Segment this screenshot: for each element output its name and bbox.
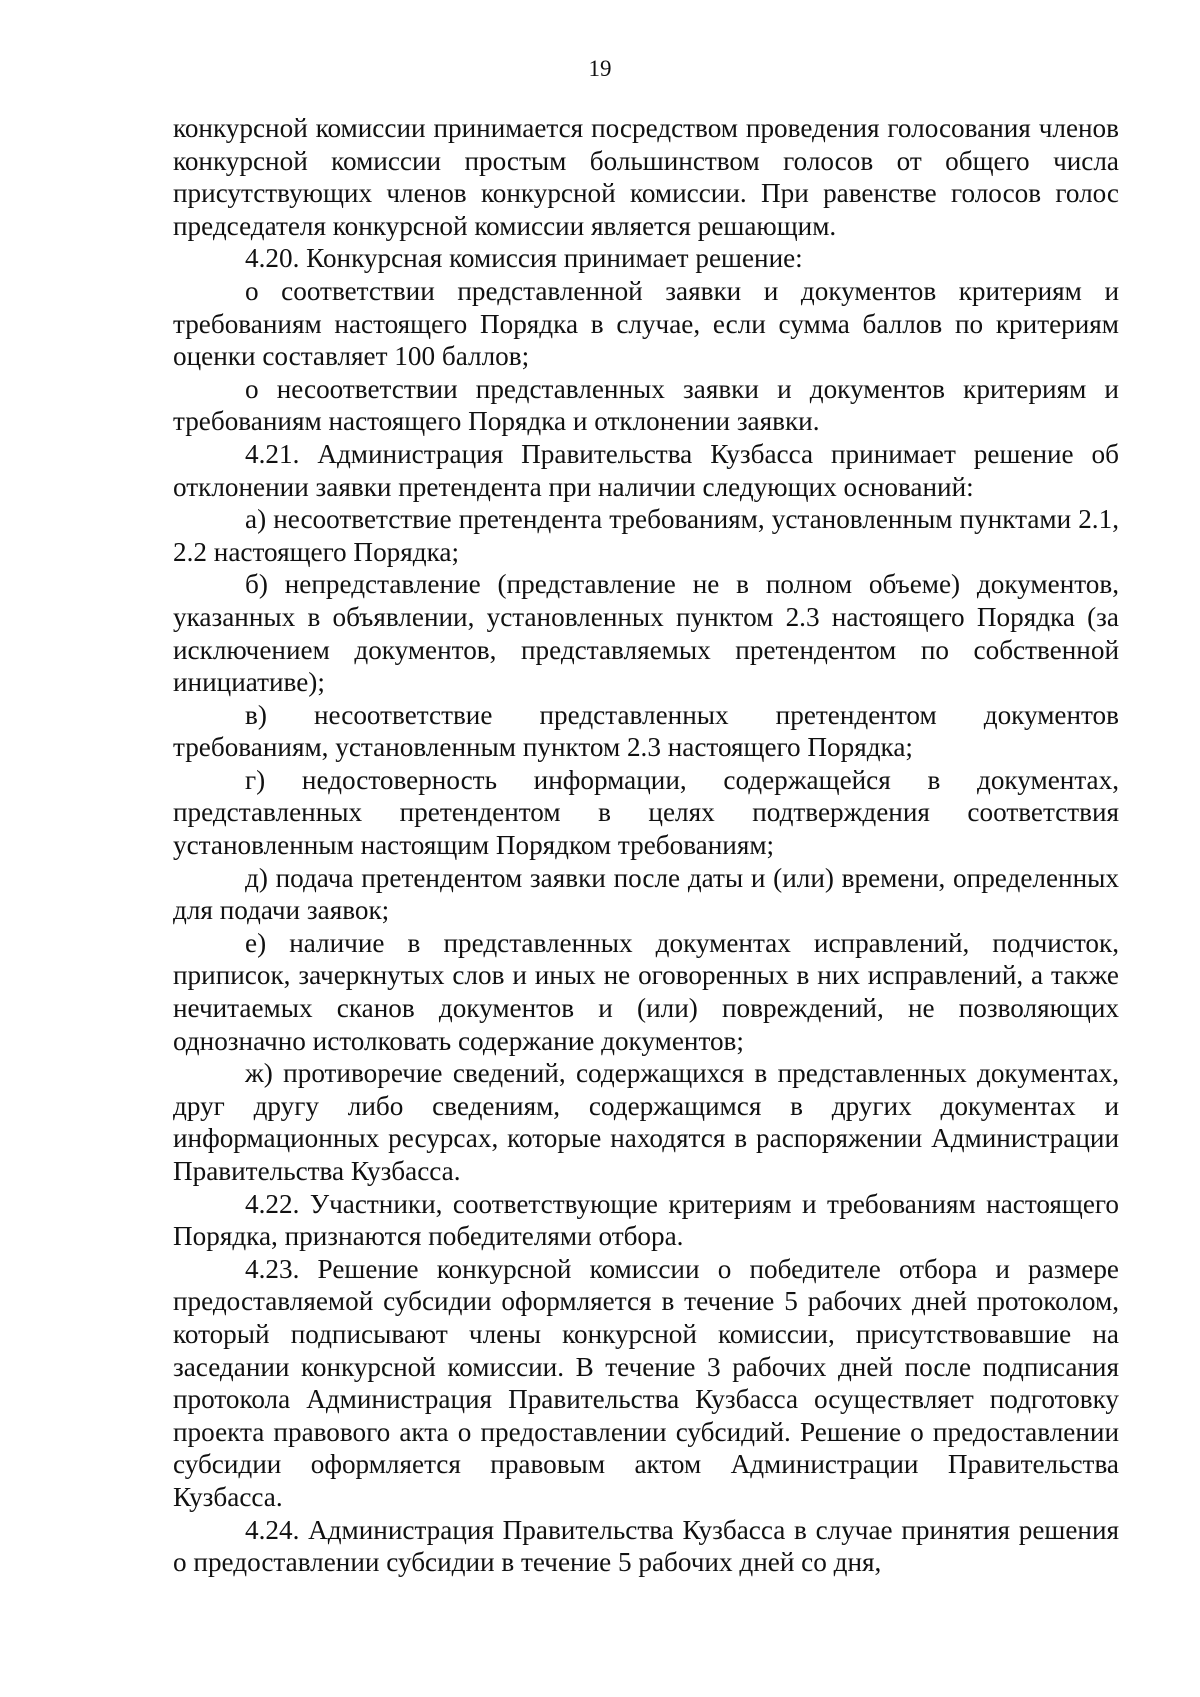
paragraph-4-23: 4.23. Решение конкурсной комиссии о победителе отбора и размере предоставляемой субсидии оформляется в течение 5 рабочих дней протоколом, который подписывают члены конкурсной комиссии, присутствовавшие на заседании конкурсной комиссии. В течение 3 рабочих дней после подписания протокола Администрация Правительства Кузбасса осуществляет подготовку проекта правового акта о предоставлении субсидий. Решение о предоставлении субсидии оформляется правовым актом Администрации Правительства Кузбасса. (173, 1253, 1119, 1512)
paragraph-4-20-noncompliance: о несоответствии представленных заявки и документов критериям и требованиям настоящего Порядка и отклонении заявки. (173, 373, 1119, 437)
paragraph-4-20-compliance: о соответствии представленной заявки и документов критериям и требованиям настоящего Порядка в случае, если сумма баллов по критериям оценки составляет 100 баллов; (173, 275, 1119, 372)
document-body (173, 112, 1119, 1579)
list-item-b: б) непредставление (представление не в полном объеме) документов, указанных в объявлении, установленных пунктом 2.3 настоящего Порядка (за исключением документов, представляемых претендентом по собственной инициативе); (173, 569, 1119, 698)
page-number: 19 (588, 56, 612, 81)
paragraph-4-24: 4.24. Администрация Правительства Кузбасса в случае принятия решения о предоставлении субсидии в течение 5 рабочих дней со дня, (173, 1514, 1119, 1578)
list-item-d: д) подача претендентом заявки после даты и (или) времени, определенных для подачи заявок; (173, 862, 1119, 926)
paragraph-4-21: 4.21. Администрация Правительства Кузбасса принимает решение об отклонении заявки претендента при наличии следующих оснований: (173, 438, 1119, 502)
paragraph-continuation: конкурсной комиссии принимается посредством проведения голосования членов конкурсной комиссии простым большинством голосов от общего числа присутствующих членов конкурсной комиссии. При равенстве голосов голос председателя конкурсной комиссии является решающим. (173, 113, 1119, 241)
list-item-g: г) недостоверность информации, содержащейся в документах, представленных претендентом в целях подтверждения соответствия установленным настоящим Порядком требованиям; (173, 764, 1119, 861)
list-item-e: е) наличие в представленных документах исправлений, подчисток, приписок, зачеркнутых слов и иных не оговоренных в них исправлений, а также нечитаемых сканов документов и (или) повреждений, не позволяющих однозначно истолковать содержание документов; (173, 927, 1119, 1056)
list-item-a: а) несоответствие претендента требованиям, установленным пунктами 2.1, 2.2 настоящего Порядка; (173, 504, 1119, 567)
list-item-zh: ж) противоречие сведений, содержащихся в представленных документах, друг другу либо сведениям, содержащимся в других документах и информационных ресурсах, которые находятся в распоряжении Администрации Правительства Кузбасса. (173, 1058, 1119, 1186)
paragraph-4-22: 4.22. Участники, соответствующие критериям и требованиям настоящего Порядка, признаются победителями отбора. (173, 1188, 1119, 1252)
paragraph-4-20: 4.20. Конкурсная комиссия принимает решение: (245, 243, 803, 274)
list-item-v: в) несоответствие представленных претендентом документов требованиям, установленным пунктом 2.3 настоящего Порядка; (173, 699, 1119, 763)
